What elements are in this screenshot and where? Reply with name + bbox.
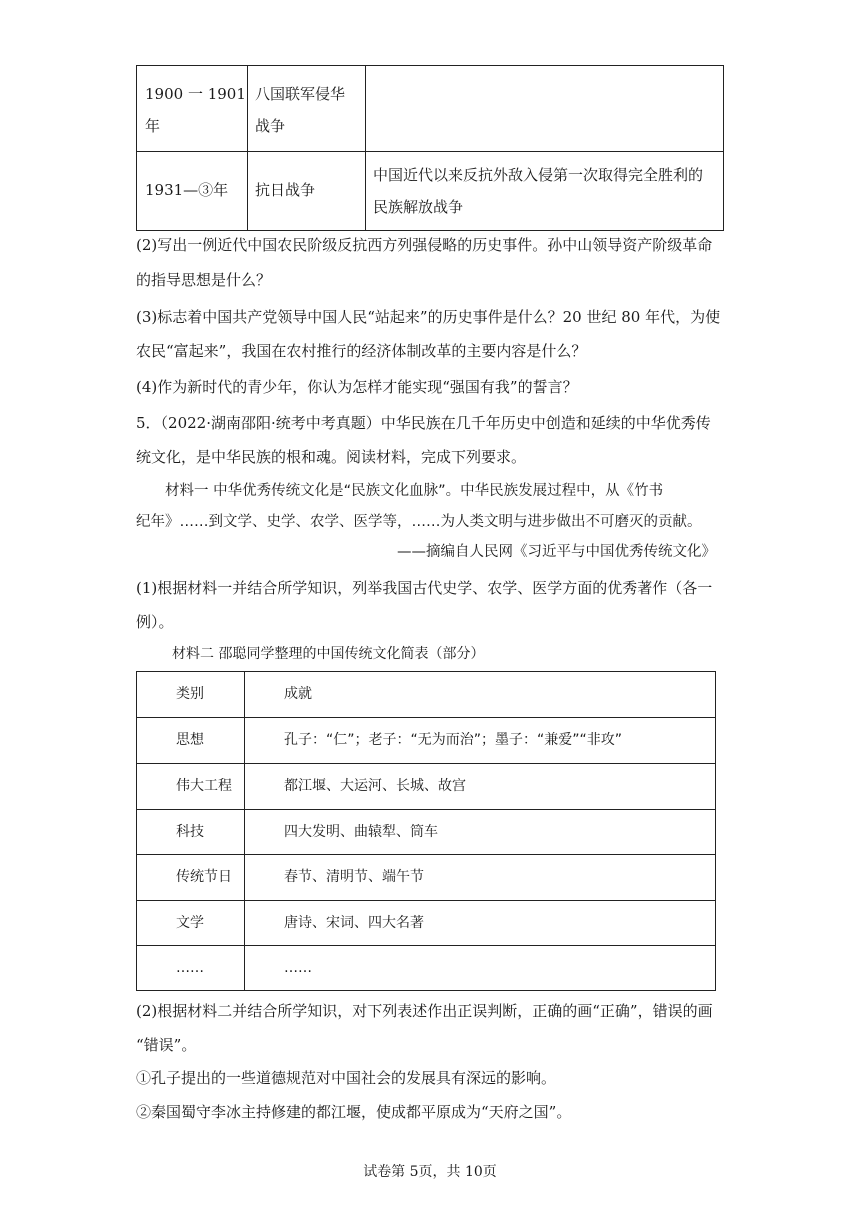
material-2-caption: 材料二 邵聪同学整理的中国传统文化简表（部分） xyxy=(172,646,485,662)
material-1-text: 纪年》……到文学、史学、农学、医学等，……为人类文明与进步做出不可磨灭的贡献。 xyxy=(136,514,702,530)
table-cell-achievement: …… xyxy=(284,960,312,976)
statement-1: ①孔子提出的一些道德规范对中国社会的发展具有深远的影响。 xyxy=(136,1069,557,1087)
table-cell-category: 伟大工程 xyxy=(176,778,232,794)
question-4: (4)作为新时代的青少年，你认为怎样才能实现“强国有我”的誓言？ xyxy=(136,378,578,396)
table-cell-category: …… xyxy=(176,960,204,976)
problem-5-stem: 5．（2022·湖南邵阳·统考中考真题）中华民族在几千年历史中创造和延续的中华优秀传 xyxy=(136,414,711,432)
question-2: 的指导思想是什么？ xyxy=(136,271,272,289)
table-cell-achievement: 四大发明、曲辕犁、筒车 xyxy=(284,824,438,840)
table-divider xyxy=(365,66,366,230)
statement-2: ②秦国蜀守李冰主持修建的都江堰，使成都平原成为“天府之国”。 xyxy=(136,1103,572,1121)
table-cell-category: 科技 xyxy=(176,824,204,840)
problem-5-stem: 统文化，是中华民族的根和魂。阅读材料，完成下列要求。 xyxy=(136,448,527,466)
sub-question-2: “错误”。 xyxy=(136,1036,197,1054)
material-1-text: 材料一 中华优秀传统文化是“民族文化血脉”。中华民族发展过程中，从《竹书 xyxy=(165,483,664,499)
history-table xyxy=(136,65,724,231)
table-cell-category: 文学 xyxy=(176,915,204,931)
table-cell-event: 战争 xyxy=(255,117,286,135)
table-divider xyxy=(137,945,715,946)
table-cell-event: 八国联军侵华 xyxy=(255,85,346,103)
question-2: (2)写出一例近代中国农民阶级反抗西方列强侵略的历史事件。孙中山领导资产阶级革命 xyxy=(136,236,713,254)
table-cell-event: 抗日战争 xyxy=(255,181,316,199)
table-cell-achievement: 都江堰、大运河、长城、故宫 xyxy=(284,778,466,794)
sub-question-2: (2)根据材料二并结合所学知识，对下列表述作出正误判断，正确的画“正确”，错误的画 xyxy=(136,1002,713,1020)
table-cell-period: 1931—③年 xyxy=(145,181,229,199)
table-divider xyxy=(244,672,245,990)
table-cell-note: 民族解放战争 xyxy=(373,198,464,216)
question-3: 农民“富起来”，我国在农村推行的经济体制改革的主要内容是什么？ xyxy=(136,342,587,360)
table-cell-achievement: 孔子：“仁”；老子：“无为而治”；墨子：“兼爱”“非攻” xyxy=(284,732,623,748)
sub-question-1: (1)根据材料一并结合所学知识，列举我国古代史学、农学、医学方面的优秀著作（各一 xyxy=(136,579,713,597)
table-header-category: 类别 xyxy=(176,686,204,702)
table-cell-category: 思想 xyxy=(176,732,204,748)
table-divider xyxy=(137,809,715,810)
table-divider xyxy=(247,66,248,230)
table-cell-achievement: 春节、清明节、端午节 xyxy=(284,869,424,885)
table-cell-period: 年 xyxy=(145,117,161,135)
table-divider xyxy=(137,900,715,901)
material-1-source: ——摘编自人民网《习近平与中国优秀传统文化》 xyxy=(397,544,716,560)
sub-question-1: 例）。 xyxy=(136,613,174,631)
question-3: (3)标志着中国共产党领导中国人民“站起来”的历史事件是什么？20 世纪 80 年代，为使 xyxy=(136,308,721,326)
table-header-achievement: 成就 xyxy=(284,686,312,702)
page-footer: 试卷第 5页，共 10页 xyxy=(363,1164,497,1180)
table-divider xyxy=(137,763,715,764)
culture-table xyxy=(136,671,716,991)
table-divider xyxy=(137,717,715,718)
table-cell-note: 中国近代以来反抗外敌入侵第一次取得完全胜利的 xyxy=(373,166,704,184)
table-cell-period: 1900 一 1901 xyxy=(145,85,246,103)
table-divider xyxy=(137,151,723,152)
table-cell-achievement: 唐诗、宋词、四大名著 xyxy=(284,915,424,931)
table-cell-category: 传统节日 xyxy=(176,869,232,885)
table-divider xyxy=(137,854,715,855)
